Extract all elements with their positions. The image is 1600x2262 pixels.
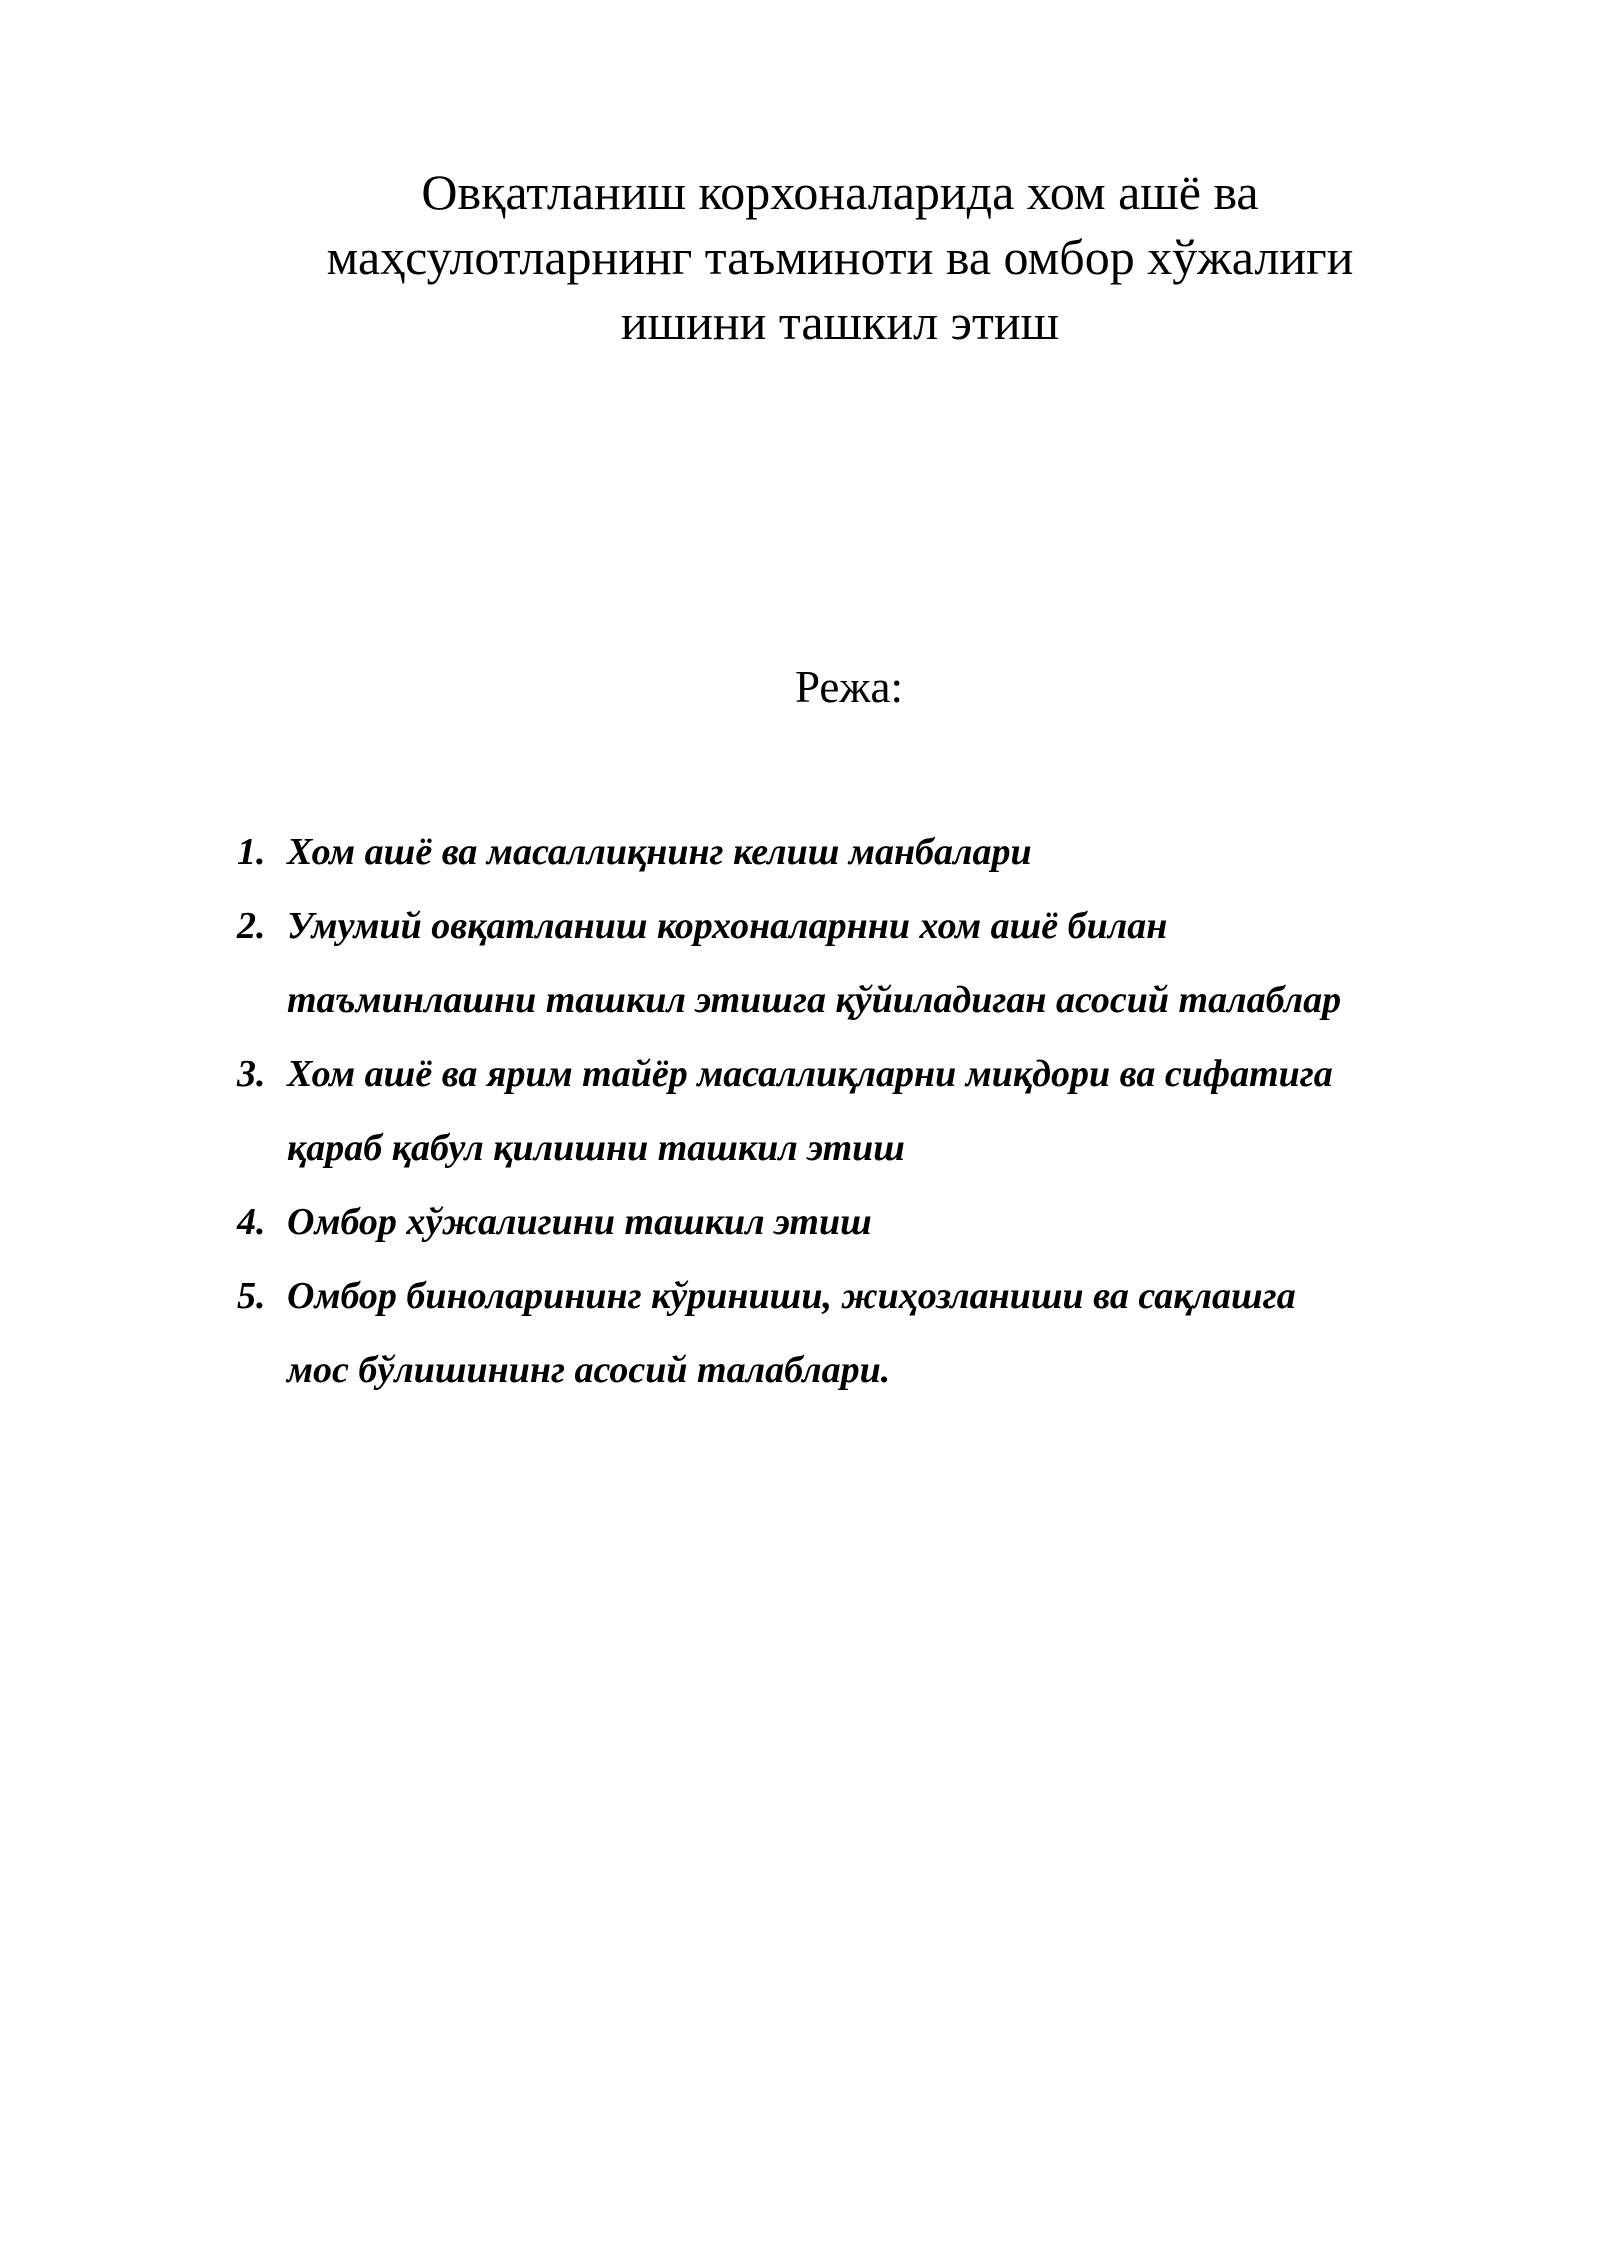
plan-item-3 (237, 1037, 1537, 1185)
title-line: Овқатланиш корхоналарида хом ашё ва (421, 164, 1259, 220)
plan-item-number: 4. (237, 1201, 266, 1243)
plan-item-4 (237, 1185, 1537, 1259)
plan-item-text: Умумий овқатланиш корхоналарнни хом ашё билан (287, 905, 1168, 947)
plan-item-text: Хом ашё ва ярим тайёр масаллиқларни миқдори ва сифатига (287, 1053, 1333, 1095)
plan-item-number: 3. (237, 1053, 266, 1095)
plan-item-text: қараб қабул қилишни ташкил этиш (287, 1127, 905, 1169)
plan-item-text: таъминлашни ташкил этишга қўйиладиган асосий талаблар (287, 979, 1342, 1021)
plan-item-1 (237, 815, 1537, 889)
plan-item-2 (237, 889, 1537, 1037)
plan-item-number: 5. (237, 1275, 266, 1317)
title-line: ишини ташкил этиш (620, 294, 1060, 350)
plan-item-text: Хом ашё ва масаллиқнинг келиш манбалари (287, 831, 1032, 873)
plan-item-text: Омбор хўжалигини ташкил этиш (287, 1201, 872, 1243)
plan-item-number: 1. (237, 831, 266, 873)
plan-heading: Режа: (795, 662, 903, 712)
plan-item-number: 2. (237, 905, 266, 947)
plan-item-text: Омбор биноларининг кўриниши, жиҳозланиши ва сақлашга (287, 1275, 1296, 1317)
document-title (200, 160, 1480, 355)
plan-item-text: мос бўлишининг асосий талаблари. (287, 1349, 891, 1391)
title-line: маҳсулотларнинг таъминоти ва омбор хўжалиги (326, 229, 1354, 285)
plan-item-5 (237, 1259, 1537, 1407)
plan-list (237, 815, 1537, 1407)
